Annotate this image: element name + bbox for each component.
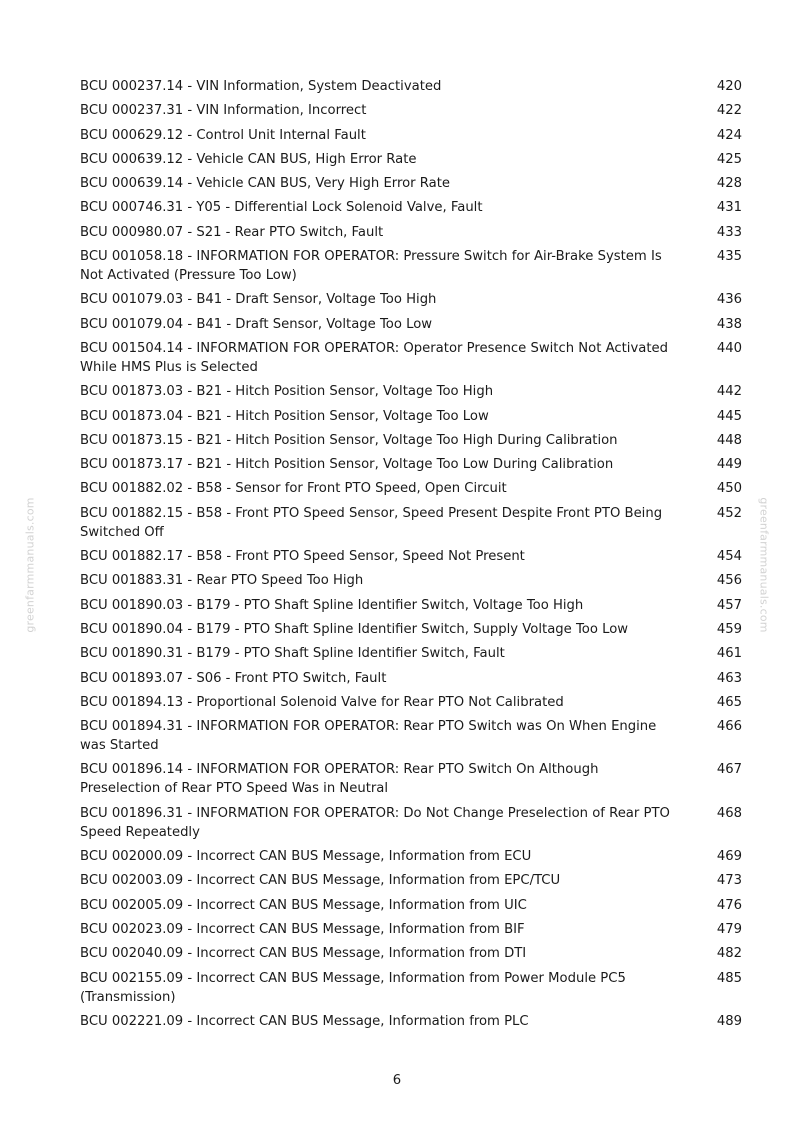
toc-entry-title: BCU 001504.14 - INFORMATION FOR OPERATOR: Operator Presence Switch Not Activated While HMS Plus is Selected [80, 340, 668, 375]
toc-entry[interactable] [80, 804, 742, 842]
toc-entry-title: BCU 002155.09 - Incorrect CAN BUS Message, Information from Power Module PC5 (Transmission) [80, 970, 626, 1005]
toc-entry-page: 465 [716, 694, 742, 710]
toc-entry[interactable] [80, 620, 742, 639]
toc-entry[interactable] [80, 571, 742, 590]
page-number: 6 [392, 1073, 402, 1088]
toc-entry-page: 420 [716, 79, 742, 94]
toc-entry[interactable] [80, 382, 742, 401]
toc-entry-title: BCU 001890.04 - B179 - PTO Shaft Spline Identifier Switch, Supply Voltage Too Low [80, 621, 629, 637]
toc-entry[interactable] [80, 717, 742, 755]
toc-entry-page: 433 [716, 224, 742, 240]
toc-entry-page: 422 [716, 103, 742, 119]
toc-entry[interactable] [80, 969, 742, 1007]
toc-entry-title: BCU 001873.15 - B21 - Hitch Position Sensor, Voltage Too High During Calibration [80, 432, 618, 448]
toc-entry[interactable] [80, 847, 742, 866]
toc-entry-page: 440 [716, 340, 742, 356]
toc-entry[interactable] [80, 504, 742, 542]
toc-entry[interactable] [80, 1012, 742, 1031]
toc-entry-title: BCU 000746.31 - Y05 - Differential Lock Solenoid Valve, Fault [80, 200, 483, 216]
toc-entry-page: 457 [716, 597, 742, 613]
toc-entry[interactable] [80, 944, 742, 963]
toc-entry-title: BCU 001890.31 - B179 - PTO Shaft Spline Identifier Switch, Fault [80, 646, 505, 662]
toc-entry-title: BCU 001079.03 - B41 - Draft Sensor, Voltage Too High [80, 292, 437, 308]
watermark-right: greenfarmmanuals.com [757, 497, 771, 633]
toc-entry[interactable] [80, 760, 742, 798]
toc-entry[interactable] [80, 315, 742, 334]
toc-entry-title: BCU 001882.17 - B58 - Front PTO Speed Sensor, Speed Not Present [80, 549, 525, 565]
toc-entry-title: BCU 001058.18 - INFORMATION FOR OPERATOR: Pressure Switch for Air-Brake System Is Not Activated (Pressure Too Low) [80, 249, 662, 284]
toc-entry-title: BCU 001890.03 - B179 - PTO Shaft Spline Identifier Switch, Voltage Too High [80, 597, 584, 613]
toc-entry[interactable] [80, 693, 742, 712]
toc-entry-title: BCU 002221.09 - Incorrect CAN BUS Message, Information from PLC [80, 1013, 529, 1029]
toc-entry-page: 442 [716, 384, 742, 400]
toc-entry-title: BCU 000237.14 - VIN Information, System Deactivated [80, 79, 442, 94]
toc-entry-page: 476 [716, 897, 742, 913]
toc-entry[interactable] [80, 479, 742, 498]
table-of-contents [80, 77, 742, 1036]
toc-entry-title: BCU 001894.31 - INFORMATION FOR OPERATOR: Rear PTO Switch was On When Engine was Started [80, 719, 657, 754]
toc-entry-title: BCU 001893.07 - S06 - Front PTO Switch, Fault [80, 670, 387, 686]
toc-entry-title: BCU 001873.03 - B21 - Hitch Position Sensor, Voltage Too High [80, 384, 494, 400]
toc-entry-page: 489 [716, 1013, 742, 1029]
toc-entry[interactable] [80, 669, 742, 688]
toc-entry[interactable] [80, 247, 742, 285]
toc-entry[interactable] [80, 174, 742, 193]
toc-entry-title: BCU 000639.14 - Vehicle CAN BUS, Very High Error Rate [80, 176, 451, 192]
toc-entry[interactable] [80, 644, 742, 663]
toc-entry-title: BCU 002003.09 - Incorrect CAN BUS Message, Information from EPC/TCU [80, 873, 561, 889]
toc-entry-page: 463 [716, 670, 742, 686]
toc-entry-page: 449 [716, 457, 742, 473]
toc-entry[interactable] [80, 223, 742, 242]
toc-entry-title: BCU 001079.04 - B41 - Draft Sensor, Voltage Too Low [80, 316, 433, 332]
toc-entry-title: BCU 002000.09 - Incorrect CAN BUS Message, Information from ECU [80, 849, 532, 865]
toc-entry-page: 436 [716, 292, 742, 308]
toc-entry-page: 445 [716, 408, 742, 424]
toc-entry-page: 438 [716, 316, 742, 332]
toc-entry-page: 482 [716, 946, 742, 962]
watermark-left: greenfarmmanuals.com [23, 497, 37, 633]
toc-entry[interactable] [80, 871, 742, 890]
toc-entry[interactable] [80, 431, 742, 450]
toc-entry-title: BCU 001896.31 - INFORMATION FOR OPERATOR: Do Not Change Preselection of Rear PTO Speed Repeatedly [80, 805, 670, 840]
toc-entry-page: 428 [716, 176, 742, 192]
toc-entry[interactable] [80, 896, 742, 915]
toc-entry-title: BCU 000629.12 - Control Unit Internal Fault [80, 127, 366, 143]
toc-entry-page: 425 [716, 151, 742, 167]
toc-entry[interactable] [80, 126, 742, 145]
toc-entry-page: 435 [716, 249, 742, 265]
toc-entry[interactable] [80, 77, 742, 96]
toc-entry[interactable] [80, 290, 742, 309]
toc-entry-page: 454 [716, 549, 742, 565]
toc-entry-page: 456 [716, 573, 742, 589]
toc-entry-page: 479 [716, 921, 742, 937]
toc-entry-page: 469 [716, 849, 742, 865]
toc-entry-title: BCU 001896.14 - INFORMATION FOR OPERATOR: Rear PTO Switch On Although Preselection of Rear PTO Speed Was in Neutral [80, 762, 599, 797]
toc-entry-page: 459 [716, 621, 742, 637]
toc-entry-title: BCU 000639.12 - Vehicle CAN BUS, High Error Rate [80, 151, 417, 167]
toc-entry-page: 468 [716, 805, 742, 821]
toc-entry[interactable] [80, 455, 742, 474]
toc-entry-title: BCU 001882.02 - B58 - Sensor for Front PTO Speed, Open Circuit [80, 481, 507, 497]
toc-entry-title: BCU 000980.07 - S21 - Rear PTO Switch, Fault [80, 224, 384, 240]
toc-entry-title: BCU 001883.31 - Rear PTO Speed Too High [80, 573, 364, 589]
toc-entry-title: BCU 000237.31 - VIN Information, Incorrect [80, 103, 367, 119]
toc-entry-page: 448 [716, 432, 742, 448]
toc-entry-page: 473 [716, 873, 742, 889]
toc-entry[interactable] [80, 339, 742, 377]
toc-entry-title: BCU 002005.09 - Incorrect CAN BUS Message, Information from UIC [80, 897, 527, 913]
toc-entry-title: BCU 001873.04 - B21 - Hitch Position Sensor, Voltage Too Low [80, 408, 489, 424]
toc-entry[interactable] [80, 198, 742, 217]
toc-entry-title: BCU 001894.13 - Proportional Solenoid Valve for Rear PTO Not Calibrated [80, 694, 564, 710]
toc-entry-title: BCU 002023.09 - Incorrect CAN BUS Message, Information from BIF [80, 921, 525, 937]
toc-entry-page: 467 [716, 762, 742, 778]
toc-entry[interactable] [80, 596, 742, 615]
toc-entry-page: 466 [716, 719, 742, 735]
toc-entry-page: 461 [716, 646, 742, 662]
toc-entry[interactable] [80, 150, 742, 169]
toc-entry-title: BCU 001873.17 - B21 - Hitch Position Sensor, Voltage Too Low During Calibration [80, 457, 614, 473]
toc-entry[interactable] [80, 407, 742, 426]
toc-entry-page: 431 [716, 200, 742, 216]
toc-entry-title: BCU 001882.15 - B58 - Front PTO Speed Sensor, Speed Present Despite Front PTO Being Switched Off [80, 505, 663, 540]
toc-entry-title: BCU 002040.09 - Incorrect CAN BUS Message, Information from DTI [80, 946, 527, 962]
toc-entry-page: 424 [716, 127, 742, 143]
toc-entry-page: 452 [716, 505, 742, 521]
toc-entry[interactable] [80, 920, 742, 939]
toc-entry-page: 450 [716, 481, 742, 497]
toc-entry-page: 485 [716, 970, 742, 986]
toc-entry[interactable] [80, 101, 742, 120]
toc-entry[interactable] [80, 547, 742, 566]
